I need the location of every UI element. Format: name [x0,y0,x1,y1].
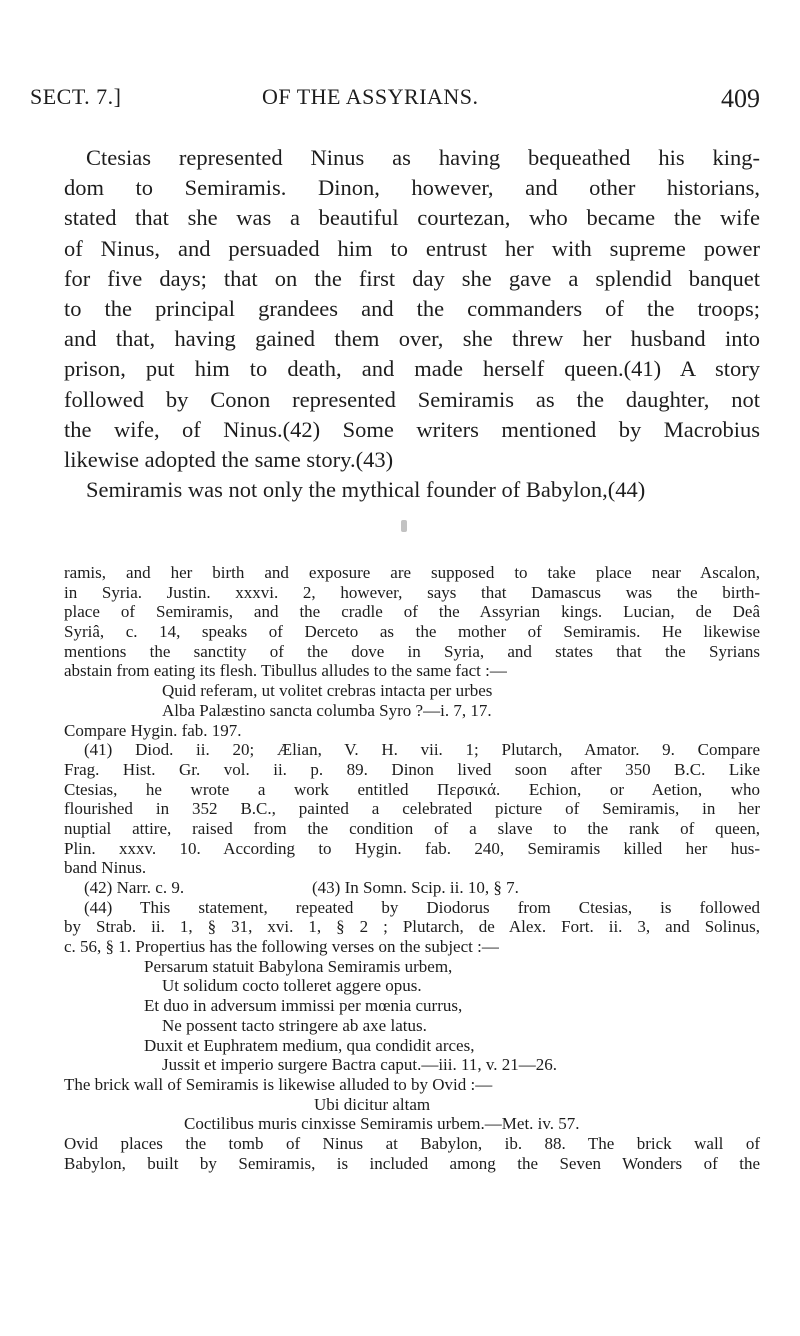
footnote-line: Ctesias, he wrote a work entitled Περσικά. Echion, or Aetion, who [64,779,760,799]
footnote-line: band Ninus. [64,858,147,878]
footnotes [64,563,760,1173]
main-line: Semiramis was not only the mythical founder of Babylon,(44) [86,477,646,503]
footnote-line: nuptial attire, raised from the condition of a slave to the rank of queen, [64,818,760,838]
footnote-line: Syriâ, c. 14, speaks of Derceto as the mother of Semiramis. He likewise [64,622,760,642]
verse-line: Coctilibus muris cinxisse Semiramis urbem.—Met. iv. 57. [184,1114,580,1134]
footnote-line [64,878,760,898]
ink-mark [401,520,407,532]
main-text [64,143,760,505]
footnote-line: Babylon, built by Semiramis, is included among the Seven Wonders of the [64,1153,760,1173]
running-head [30,84,760,124]
verse-line: Ut solidum cocto tolleret aggere opus. [162,976,422,996]
main-line: for five days; that on the first day she gave a splendid banquet [64,265,760,291]
verse-line: Ubi dicitur altam [314,1094,431,1114]
footnote-line: mentions the sanctity of the dove in Syria, and states that the Syrians [64,641,760,661]
verse-line: Et duo in adversum immissi per mœnia currus, [144,996,463,1016]
main-line: Ctesias represented Ninus as having bequeathed his king- [86,145,760,170]
main-line: followed by Conon represented Semiramis as the daughter, not [64,386,760,412]
main-line: of Ninus, and persuaded him to entrust her with supreme power [64,235,760,261]
main-line: to the principal grandees and the commanders of the troops; [64,295,760,321]
footnote-line: Plin. xxxv. 10. According to Hygin. fab. 240, Semiramis killed her hus- [64,838,760,858]
footnote-line: flourished in 352 B.C., painted a celebrated picture of Semiramis, in her [64,799,760,819]
verse-line: Ne possent tacto stringere ab axe latus. [162,1015,427,1035]
footnote-42: (42) Narr. c. 9. [84,878,185,897]
footnote-line: ramis, and her birth and exposure are supposed to take place near Ascalon, [64,563,760,582]
page-number: 409 [721,84,760,113]
verse-line: Alba Palæstino sancta columba Syro ?—i. 7, 17. [162,700,492,720]
running-title: OF THE ASSYRIANS. [262,84,479,109]
footnote-43: (43) In Somn. Scip. ii. 10, § 7. [312,878,519,897]
verse-line: Duxit et Euphratem medium, qua condidit arces, [144,1035,475,1055]
main-line: dom to Semiramis. Dinon, however, and other historians, [64,175,760,201]
verse-line: Quid referam, ut volitet crebras intacta per urbes [162,681,493,701]
footnote-line: place of Semiramis, and the cradle of the Assyrian kings. Lucian, de Deâ [64,602,760,622]
main-line: likewise adopted the same story.(43) [64,446,394,472]
footnote-line: Ovid places the tomb of Ninus at Babylon, ib. 88. The brick wall of [64,1133,760,1153]
verse-line: Jussit et imperio surgere Bactra caput.—iii. 11, v. 21—26. [162,1055,558,1075]
footnote-line: in Syria. Justin. xxxvi. 2, however, says that Damascus was the birth- [64,582,760,602]
footnote-line: Compare Hygin. fab. 197. [64,720,242,740]
footnote-line: abstain from eating its flesh. Tibullus alludes to the same fact :— [64,661,507,681]
main-line: and that, having gained them over, she threw her husband into [64,326,760,352]
footnote-line: by Strab. ii. 1, § 31, xvi. 1, § 2 ; Plutarch, de Alex. Fort. ii. 3, and Solinus, [64,917,760,937]
main-line: stated that she was a beautiful courtezan, who became the wife [64,205,760,231]
main-line: prison, put him to death, and made herself queen.(41) A story [64,356,760,382]
verse-line: Persarum statuit Babylona Semiramis urbem, [144,956,453,976]
section-label: SECT. 7.] [30,84,122,109]
footnote-line: c. 56, § 1. Propertius has the following verses on the subject :— [64,937,499,957]
footnote-line: (41) Diod. ii. 20; Ælian, V. H. vii. 1; Plutarch, Amator. 9. Compare [84,740,760,760]
footnote-line: (44) This statement, repeated by Diodorus from Ctesias, is followed [84,897,760,917]
footnote-line: The brick wall of Semiramis is likewise alluded to by Ovid :— [64,1074,493,1094]
footnote-line: Frag. Hist. Gr. vol. ii. p. 89. Dinon lived soon after 350 B.C. Like [64,759,760,779]
main-line: the wife, of Ninus.(42) Some writers mentioned by Macrobius [64,416,760,442]
